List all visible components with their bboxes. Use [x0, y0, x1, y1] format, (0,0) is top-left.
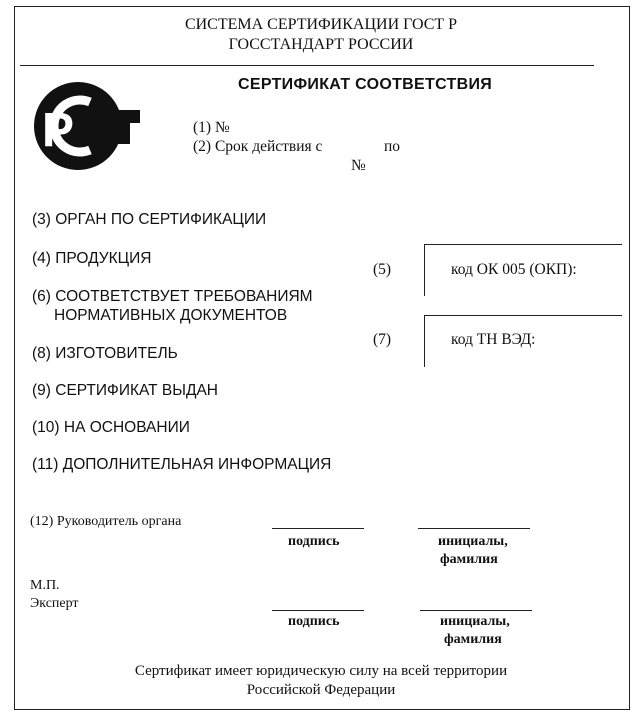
signature1-label: подпись: [288, 534, 340, 549]
ok-box-top: [424, 244, 622, 245]
field-additional: (11) ДОПОЛНИТЕЛЬНАЯ ИНФОРМАЦИЯ: [32, 456, 332, 473]
field-organ: (3) ОРГАН ПО СЕРТИФИКАЦИИ: [32, 211, 267, 228]
field-manufacturer: (8) ИЗГОТОВИТЕЛЬ: [32, 345, 178, 362]
signature-head: (12) Руководитель органа: [30, 514, 182, 529]
signature1-line: [272, 528, 364, 529]
field-validity-from: (2) Срок действия с: [193, 138, 323, 155]
code-tn-label: код ТН ВЭД:: [451, 331, 536, 348]
rst-logo: [32, 80, 144, 172]
field-number: (1) №: [193, 119, 230, 136]
rst-mark-icon: [32, 80, 144, 172]
field-validity-to: по: [384, 138, 401, 155]
expert-label: Эксперт: [30, 596, 79, 611]
tn-box-top: [424, 315, 622, 316]
code-num7: (7): [373, 331, 392, 348]
signature2-label: подпись: [288, 614, 340, 629]
initials2-line: [420, 610, 532, 611]
initials1-line1: инициалы,: [438, 534, 508, 549]
field-product: (4) ПРОДУКЦИЯ: [32, 250, 152, 267]
stamp-label: М.П.: [30, 578, 60, 593]
initials2-line2: фамилия: [444, 632, 502, 647]
initials1-line2: фамилия: [440, 552, 498, 567]
initials2-line1: инициалы,: [440, 614, 510, 629]
field-conforms-line2: НОРМАТИВНЫХ ДОКУМЕНТОВ: [54, 307, 288, 324]
field-number-sign: №: [351, 157, 366, 174]
header-divider: [20, 65, 594, 66]
header-line2: ГОССТАНДАРТ РОССИИ: [228, 36, 414, 53]
tn-box-left: [424, 315, 425, 367]
svg-text:Р: Р: [42, 104, 75, 157]
initials1-line: [418, 528, 530, 529]
page-title: СЕРТИФИКАТ СООТВЕТСТВИЯ: [238, 76, 493, 93]
header-line1: СИСТЕМА СЕРТИФИКАЦИИ ГОСТ Р: [184, 16, 458, 33]
field-conforms-line1: (6) СООТВЕТСТВУЕТ ТРЕБОВАНИЯМ: [32, 288, 313, 305]
footer-line1: Сертификат имеет юридическую силу на всей территории: [134, 663, 508, 679]
ok-box-left: [424, 244, 425, 296]
code-ok-label: код ОК 005 (ОКП):: [451, 261, 577, 278]
footer-line2: Российской Федерации: [246, 682, 396, 698]
field-basis: (10) НА ОСНОВАНИИ: [32, 419, 190, 436]
field-issued: (9) СЕРТИФИКАТ ВЫДАН: [32, 382, 218, 399]
signature2-line: [272, 610, 364, 611]
code-num5: (5): [373, 261, 392, 278]
